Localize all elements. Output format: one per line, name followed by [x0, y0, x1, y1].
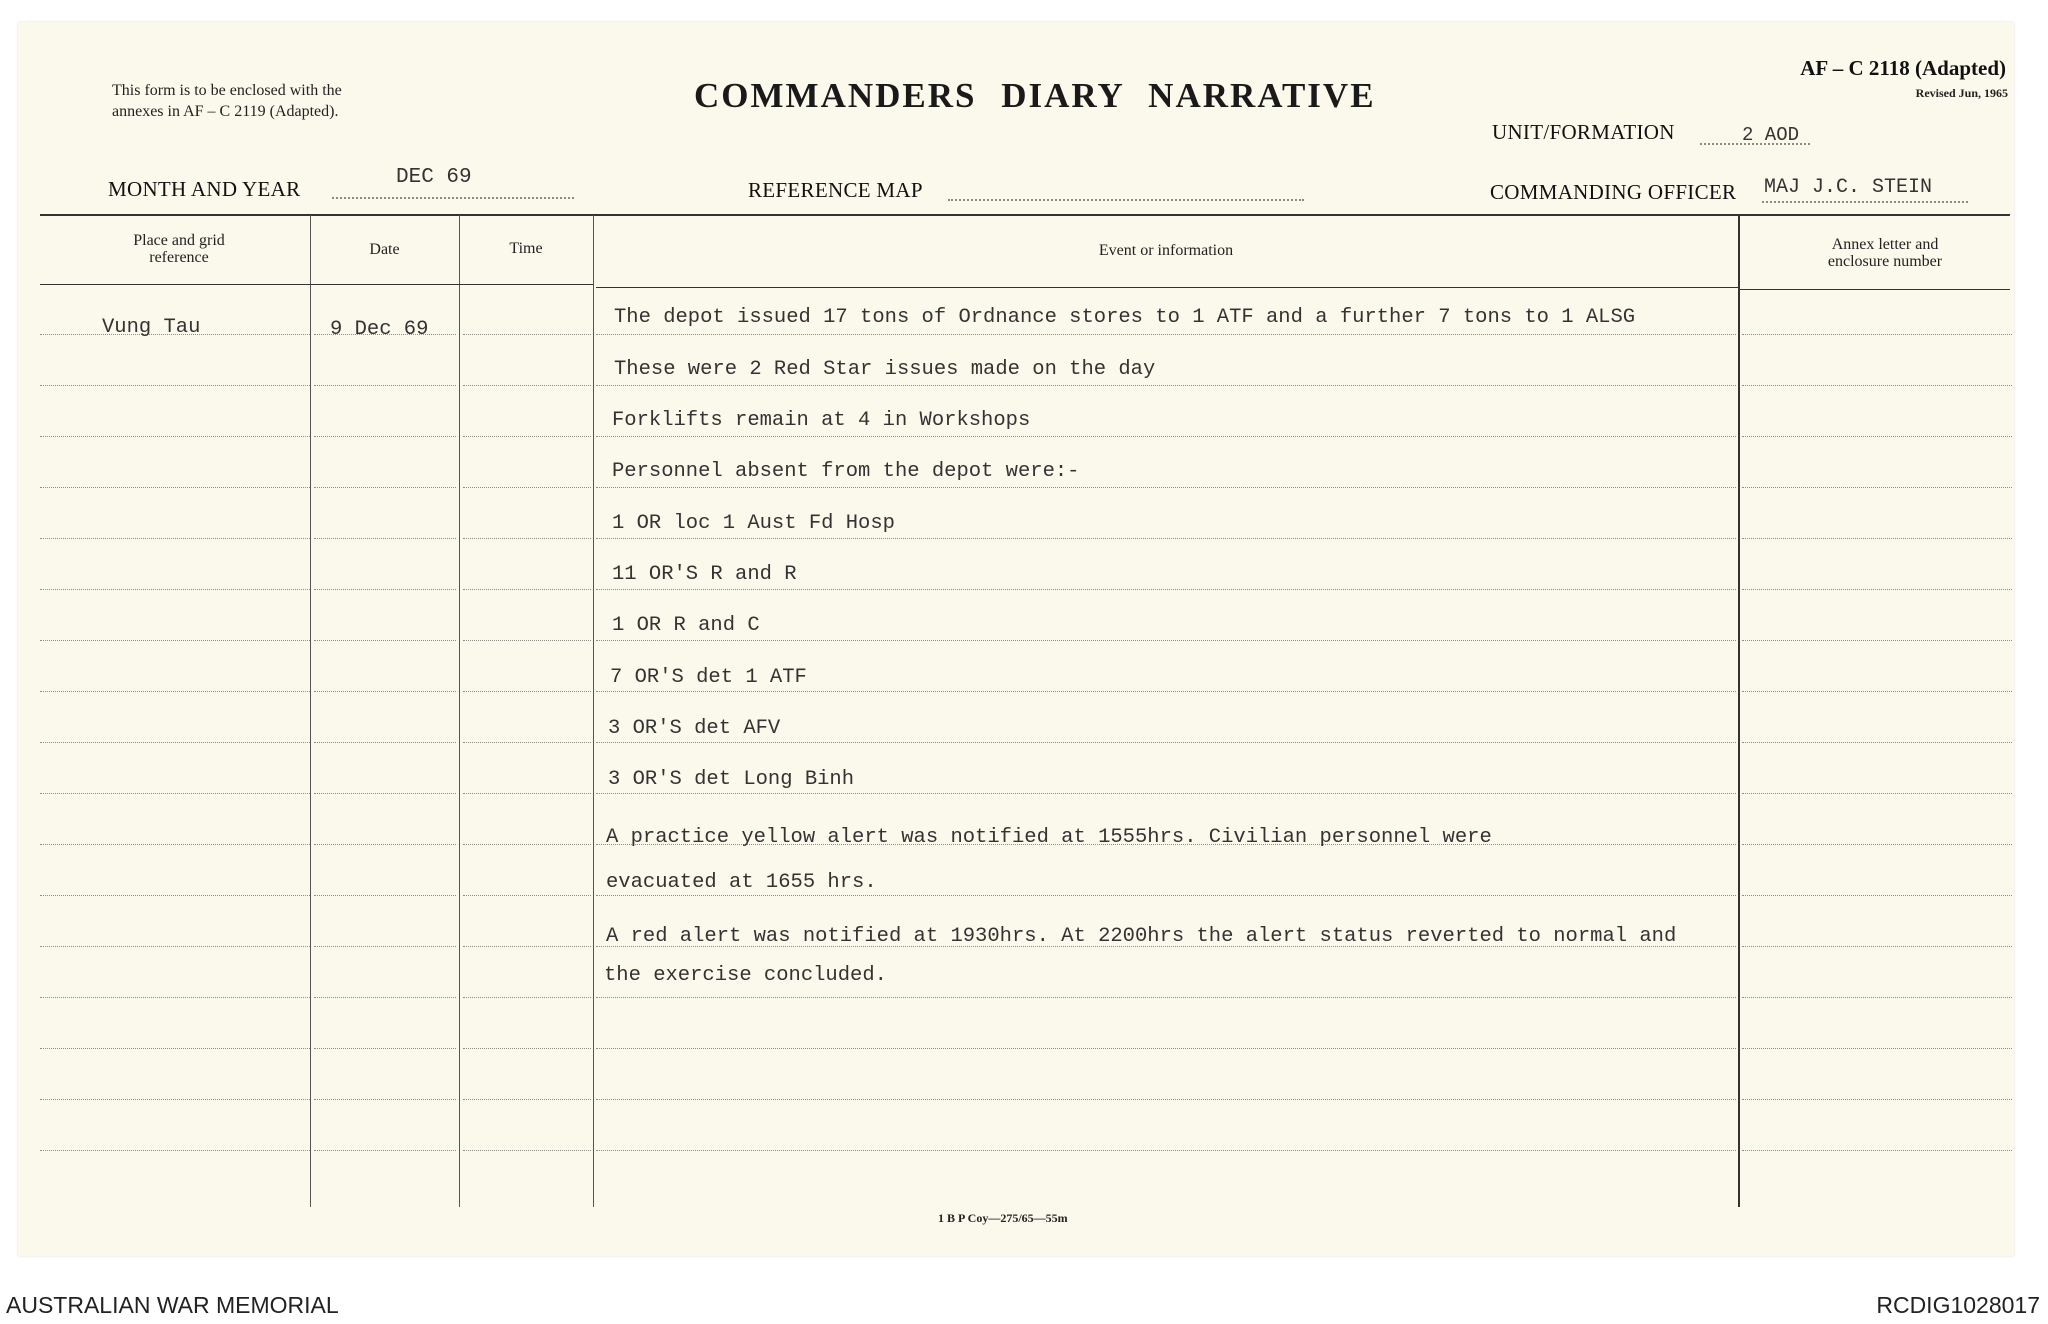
event-entry-line: Forklifts remain at 4 in Workshops: [612, 409, 1031, 432]
event-entry-line: evacuated at 1655 hrs.: [606, 871, 877, 894]
ruled-line: [314, 487, 456, 488]
ruled-line: [314, 946, 456, 947]
ruled-line: [1742, 334, 2012, 335]
ruled-line: [1742, 1048, 2012, 1049]
event-entry-line: The depot issued 17 tons of Ordnance stores to 1 ATF and a further 7 tons to 1 ALSG: [614, 306, 1636, 329]
ruled-line: [314, 895, 456, 896]
ruled-line: [40, 946, 310, 947]
ruled-line: [463, 844, 591, 845]
ruled-line: [596, 436, 1736, 437]
header-rule-event: [596, 287, 1738, 288]
header-annex: [1740, 236, 2030, 270]
ruled-line: [40, 1099, 310, 1100]
event-entry-line: Personnel absent from the depot were:-: [612, 460, 1080, 483]
enclose-note-line-1: This form is to be enclosed with the: [112, 82, 342, 99]
header-place-line-1: Place and grid: [133, 232, 225, 249]
ruled-line: [463, 487, 591, 488]
place-entry: Vung Tau: [102, 316, 201, 339]
ruled-line: [596, 691, 1736, 692]
ruled-line: [314, 844, 456, 845]
column-rule-event: [1738, 215, 1740, 1207]
ruled-line: [1742, 844, 2012, 845]
archive-id: RCDIG1028017: [1876, 1292, 2040, 1318]
ruled-line: [1742, 793, 2012, 794]
ruled-line: [314, 1048, 456, 1049]
ruled-line: [40, 844, 310, 845]
ruled-line: [596, 793, 1736, 794]
ruled-line: [314, 691, 456, 692]
event-entry-line: 11 OR'S R and R: [612, 563, 797, 586]
ruled-line: [1742, 946, 2012, 947]
ruled-line: [1742, 895, 2012, 896]
unit-formation-value: 2 AOD: [1742, 124, 1800, 146]
ruled-line: [463, 997, 591, 998]
unit-formation-label: UNIT/FORMATION: [1492, 120, 1675, 144]
month-year-label: MONTH AND YEAR: [108, 177, 301, 201]
ruled-line: [463, 385, 591, 386]
ruled-line: [40, 793, 310, 794]
ruled-line: [463, 742, 591, 743]
ruled-line: [463, 1150, 591, 1151]
event-entry-line: 7 OR'S det 1 ATF: [610, 666, 807, 689]
event-entry-line: 1 OR loc 1 Aust Fd Hosp: [612, 512, 895, 535]
ruled-line: [40, 742, 310, 743]
header-rule-annex: [1740, 289, 2010, 290]
ruled-line: [314, 997, 456, 998]
month-year-dots: [332, 197, 574, 199]
ruled-line: [314, 385, 456, 386]
table-top-rule: [40, 214, 2010, 216]
column-rule-date: [459, 215, 460, 1207]
ruled-line: [40, 1048, 310, 1049]
date-entry: 9 Dec 69: [330, 318, 429, 341]
form-title: COMMANDERS DIARY NARRATIVE: [694, 76, 1376, 115]
form-number: AF – C 2118 (Adapted): [1800, 56, 2006, 80]
event-entry-line: the exercise concluded.: [604, 964, 887, 987]
ruled-line: [40, 589, 310, 590]
event-entry-line: 3 OR'S det Long Binh: [608, 768, 855, 791]
ruled-line: [596, 895, 1736, 896]
ruled-line: [314, 640, 456, 641]
ruled-line: [596, 1150, 1736, 1151]
revised-date: Revised Jun, 1965: [1915, 86, 2008, 100]
ruled-line: [463, 334, 591, 335]
ruled-line: [463, 640, 591, 641]
header-date: Date: [369, 241, 400, 258]
column-rule-time: [593, 215, 594, 1207]
header-place: [112, 232, 246, 266]
ruled-line: [314, 589, 456, 590]
ruled-line: [596, 1099, 1736, 1100]
ruled-line: [463, 589, 591, 590]
ruled-line: [314, 742, 456, 743]
ruled-line: [314, 1099, 456, 1100]
ruled-line: [1742, 538, 2012, 539]
commanding-officer-dots: [1762, 201, 1968, 203]
enclose-note-line-2: annexes in AF – C 2119 (Adapted).: [112, 103, 339, 120]
event-entry-line: A practice yellow alert was notified at 1555hrs. Civilian personnel were: [606, 826, 1492, 849]
column-rule-place: [310, 215, 311, 1207]
diary-form-page: [18, 22, 2014, 1256]
reference-map-label: REFERENCE MAP: [748, 178, 923, 202]
ruled-line: [596, 334, 1736, 335]
event-entry-line: A red alert was notified at 1930hrs. At 2200hrs the alert status reverted to normal and: [606, 925, 1677, 948]
ruled-line: [40, 487, 310, 488]
ruled-line: [1742, 589, 2012, 590]
commanding-officer-label: COMMANDING OFFICER: [1490, 180, 1737, 204]
ruled-line: [463, 793, 591, 794]
ruled-line: [463, 1048, 591, 1049]
ruled-line: [1742, 691, 2012, 692]
ruled-line: [596, 742, 1736, 743]
archive-name: AUSTRALIAN WAR MEMORIAL: [6, 1292, 339, 1318]
enclose-note: [112, 80, 342, 122]
header-event: Event or information: [1098, 242, 1234, 259]
ruled-line: [1742, 436, 2012, 437]
ruled-line: [40, 997, 310, 998]
ruled-line: [596, 589, 1736, 590]
header-rule-place: [40, 284, 310, 285]
ruled-line: [463, 1099, 591, 1100]
ruled-line: [314, 538, 456, 539]
ruled-line: [596, 997, 1736, 998]
ruled-line: [463, 538, 591, 539]
event-entry-line: These were 2 Red Star issues made on the day: [614, 358, 1156, 381]
ruled-line: [463, 895, 591, 896]
ruled-line: [596, 385, 1736, 386]
month-year-value: DEC 69: [396, 166, 472, 189]
ruled-line: [1742, 487, 2012, 488]
header-annex-line-2: enclosure number: [1827, 253, 1943, 270]
ruled-line: [596, 1048, 1736, 1049]
ruled-line: [40, 691, 310, 692]
header-rule-date: [310, 284, 459, 285]
event-entry-line: 3 OR'S det AFV: [608, 717, 781, 740]
ruled-line: [40, 640, 310, 641]
reference-map-dots: [948, 199, 1304, 201]
header-rule-time: [459, 284, 593, 285]
header-place-line-2: reference: [149, 249, 209, 266]
ruled-line: [40, 385, 310, 386]
ruled-line: [40, 436, 310, 437]
ruled-line: [314, 436, 456, 437]
ruled-line: [1742, 742, 2012, 743]
ruled-line: [1742, 1150, 2012, 1151]
ruled-line: [314, 1150, 456, 1151]
ruled-line: [40, 1150, 310, 1151]
ruled-line: [40, 895, 310, 896]
ruled-line: [596, 487, 1736, 488]
commanding-officer-value: MAJ J.C. STEIN: [1764, 176, 1933, 199]
ruled-line: [1742, 997, 2012, 998]
ruled-line: [463, 691, 591, 692]
ruled-line: [463, 436, 591, 437]
ruled-line: [596, 640, 1736, 641]
print-code: 1 B P Coy—275/65—55m: [938, 1211, 1068, 1225]
header-annex-line-1: Annex letter and: [1831, 236, 1939, 253]
ruled-line: [463, 946, 591, 947]
ruled-line: [1742, 385, 2012, 386]
ruled-line: [40, 538, 310, 539]
ruled-line: [596, 538, 1736, 539]
ruled-line: [1742, 640, 2012, 641]
ruled-line: [1742, 1099, 2012, 1100]
event-entry-line: 1 OR R and C: [612, 614, 760, 637]
header-time: Time: [509, 240, 543, 257]
ruled-line: [314, 793, 456, 794]
